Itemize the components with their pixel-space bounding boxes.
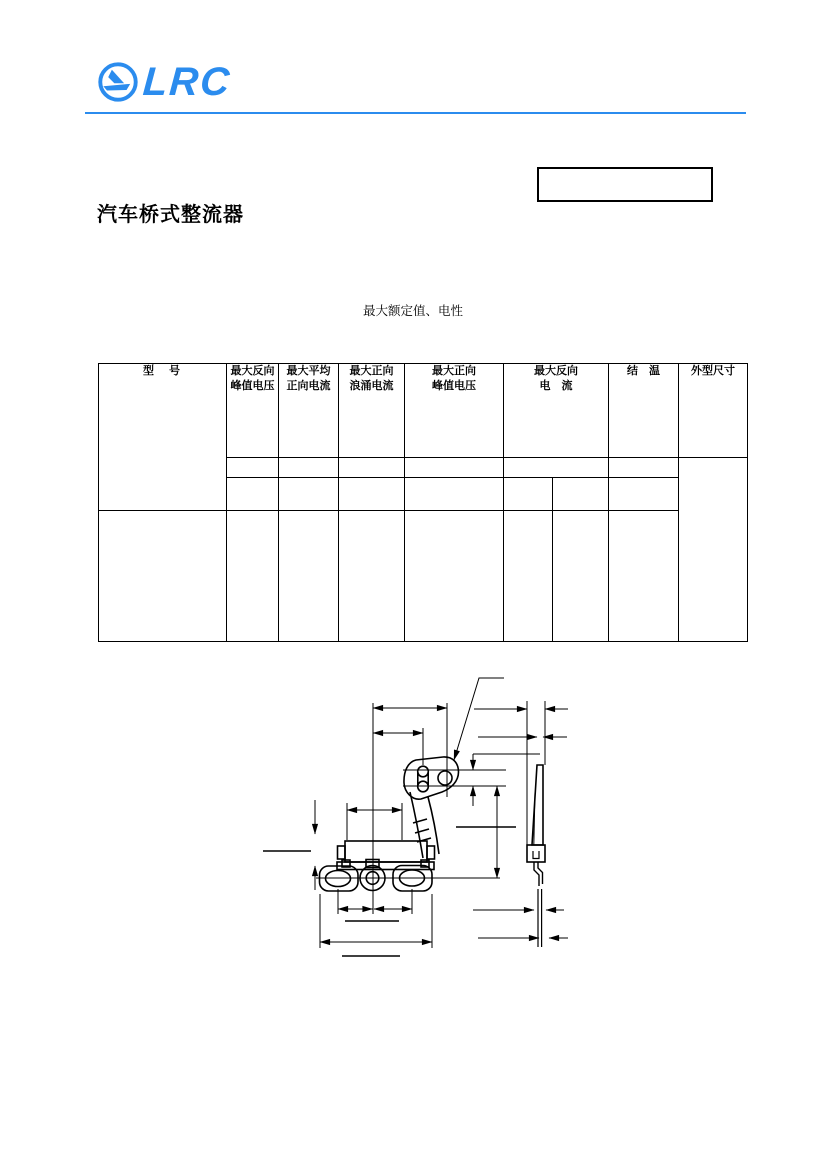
header-model: 型 号 [99, 364, 227, 511]
table-cell-empty [504, 511, 553, 642]
table-cell-empty [405, 478, 504, 511]
table-cell-empty [227, 511, 279, 642]
header-rule [85, 112, 746, 114]
header-outline-dim: 外型尺寸 [679, 364, 748, 458]
outline-drawing [250, 648, 580, 970]
leader-line [454, 678, 504, 760]
table-cell-empty [609, 458, 679, 478]
flag-round-hole [438, 771, 452, 785]
outline-drawing-svg [250, 648, 580, 970]
table-cell-empty [553, 511, 609, 642]
terminal-flag [404, 757, 459, 799]
table-cell-empty [609, 478, 679, 511]
section-subtitle: 最大额定值、电性 [362, 304, 463, 318]
lrc-logo [96, 60, 231, 104]
table-cell-empty [279, 458, 339, 478]
table-cell-empty [227, 478, 279, 511]
header-junction-temp: 结 温 [609, 364, 679, 458]
logo-text: LRC [141, 60, 233, 104]
header-max-avg-forward-current: 最大平均 正向电流 [279, 364, 339, 458]
side-block [527, 845, 545, 862]
part-number-box [537, 167, 713, 202]
table-cell-empty [405, 458, 504, 478]
extension-lines [316, 701, 545, 948]
lrc-emblem-icon [96, 60, 140, 104]
header-max-forward-surge-current: 最大正向 浪涌电流 [339, 364, 405, 458]
table-cell-empty [339, 458, 405, 478]
table-cell-empty [504, 478, 553, 511]
terminal-arm-left-edge [410, 792, 423, 858]
front-view [320, 757, 459, 891]
header-max-reverse-peak-voltage: 最大反向 峰值电压 [227, 364, 279, 458]
table-cell-empty [339, 511, 405, 642]
header-max-reverse-current: 最大反向 电 流 [504, 364, 609, 458]
dimension-label-lines [263, 827, 516, 956]
table-cell-empty [553, 478, 609, 511]
header-max-forward-peak-voltage: 最大正向 峰值电压 [405, 364, 504, 458]
outline-dim-cell [679, 458, 748, 642]
ratings-table [98, 363, 748, 642]
side-view [527, 765, 545, 947]
dimension-lines [315, 678, 568, 942]
table-cell-empty [504, 458, 609, 478]
model-body-cell [99, 511, 227, 642]
table-cell-empty [609, 511, 679, 642]
table-cell-empty [339, 478, 405, 511]
table-cell-empty [227, 458, 279, 478]
table-cell-empty [279, 511, 339, 642]
rectifier-body [345, 841, 427, 862]
page-title: 汽车桥式整流器 [97, 204, 244, 226]
table-cell-empty [405, 511, 504, 642]
flag-slot-hole-top [418, 766, 429, 777]
table-cell-empty [279, 478, 339, 511]
